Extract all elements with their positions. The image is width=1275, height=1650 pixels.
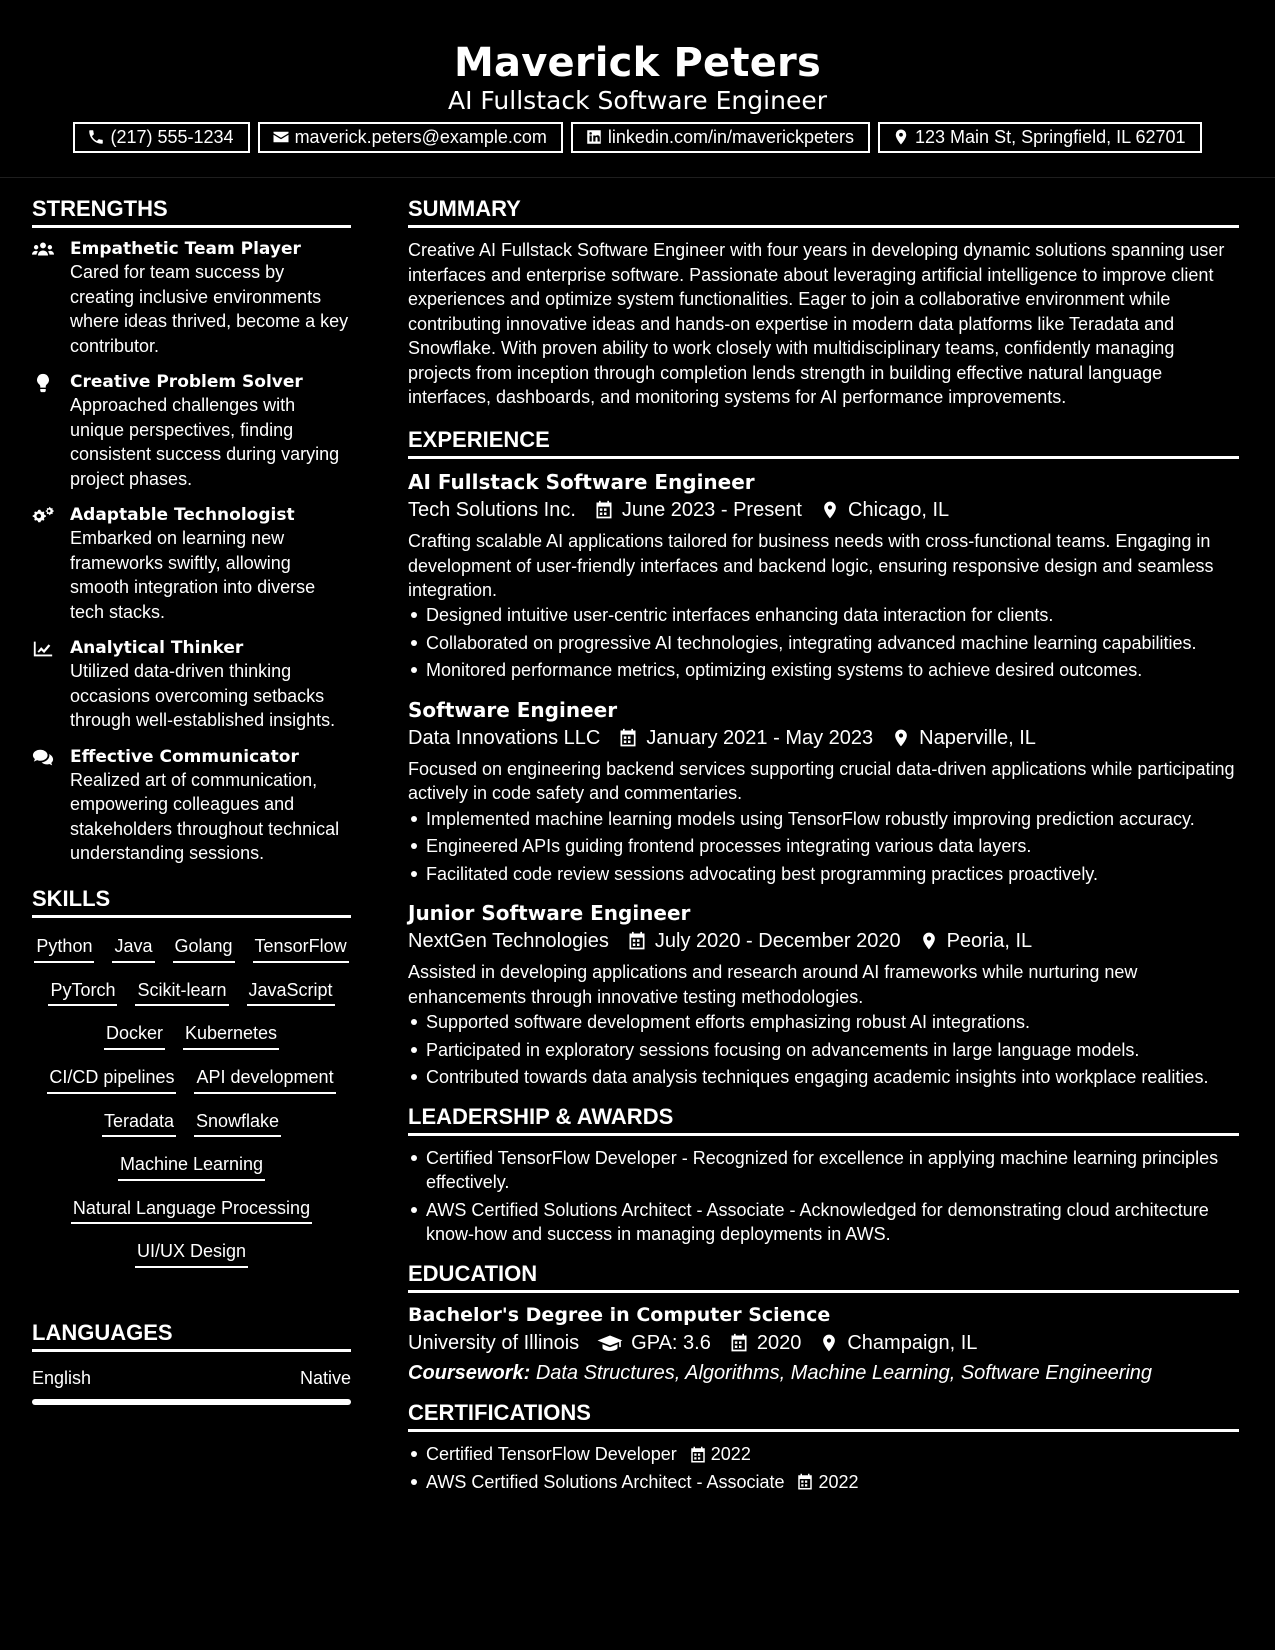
strength-title: Analytical Thinker (70, 638, 244, 659)
list-item: AWS Certified Solutions Architect - Associate - Acknowledged for demonstrating cloud architecture know-how and success in managing deployments in AWS. (408, 1198, 1239, 1247)
education-entry (408, 1303, 1239, 1388)
contact-linkedin[interactable] (571, 122, 870, 153)
languages-heading: LANGUAGES (32, 1320, 351, 1352)
job-desc: Crafting scalable AI applications tailored for business needs with cross-functional teams. Engaging in development of user-friendly interfaces and backend logic, ensuring responsive design and seamless integration. (408, 531, 1214, 600)
calendar-icon (729, 1333, 749, 1353)
job-bullets (408, 603, 1239, 682)
strength-title: Empathetic Team Player (70, 239, 301, 260)
users-icon (32, 240, 54, 260)
strength-desc: Realized art of communication, empowering colleagues and stakeholders throughout technical understanding sessions. (70, 769, 340, 864)
education-meta (408, 1328, 1239, 1358)
job-company: Data Innovations LLC (408, 726, 601, 749)
job-company: NextGen Technologies (408, 930, 609, 953)
job-title: Junior Software Engineer (408, 901, 691, 926)
job-meta (408, 723, 1239, 753)
degree-title: Bachelor's Degree in Computer Science (408, 1304, 831, 1327)
gpa: GPA: 3.6 (631, 1331, 711, 1354)
language-proficiency-bar (32, 1399, 351, 1405)
strength-desc: Embarked on learning new frameworks swiftly, allowing smooth integration into diverse tech stacks. (70, 528, 316, 622)
skill-tag: Scikit-learn (135, 980, 228, 1007)
job-title: AI Fullstack Software Engineer (408, 470, 755, 495)
contact-phone-text: (217) 555-1234 (110, 127, 234, 147)
calendar-icon (627, 931, 647, 951)
strength-item (32, 238, 351, 358)
skill-tag: TensorFlow (253, 936, 349, 963)
skill-tag: API development (194, 1067, 335, 1094)
job-desc: Focused on engineering backend services supporting crucial data-driven applications while participating actively in code safety and commentaries. (408, 758, 1235, 804)
graduation-cap-icon (597, 1333, 623, 1353)
cert-year: 2022 (710, 1444, 751, 1465)
strength-desc: Utilized data-driven thinking occasions overcoming setbacks through well-established insights. (70, 661, 336, 731)
summary-heading: SUMMARY (408, 196, 1239, 228)
contact-email[interactable] (258, 122, 563, 153)
skill-tag: Java (112, 936, 154, 963)
job-location: Naperville, IL (919, 726, 1036, 749)
job-dates: January 2021 - May 2023 (646, 726, 874, 749)
candidate-title: AI Fullstack Software Engineer (448, 86, 827, 115)
map-pin-icon (892, 128, 910, 146)
experience-heading: EXPERIENCE (408, 427, 1239, 459)
job-bullets (408, 1010, 1239, 1089)
job-location: Chicago, IL (848, 499, 950, 522)
list-item: Supported software development efforts emphasizing robust AI integrations. (408, 1010, 1239, 1034)
skill-tag: Machine Learning (118, 1154, 265, 1181)
contact-address-text: 123 Main St, Springfield, IL 62701 (915, 127, 1186, 147)
job-company: Tech Solutions Inc. (408, 499, 576, 522)
strength-title: Creative Problem Solver (70, 372, 303, 393)
strength-title: Effective Communicator (70, 746, 299, 767)
school-name: University of Illinois (408, 1331, 580, 1354)
school-location: Champaign, IL (847, 1331, 978, 1354)
summary-text: Creative AI Fullstack Software Engineer with four years in developing dynamic solutions spanning user interfaces and enterprise software. Passionate about leveraging artificial intelligence to improve client experiences and optimize system functionalities. Eager to join a collaborative environment while contributing innovative ideas and hands-on expertise in modern data platforms like Teradata and Snowflake. With proven ability to work closely with multidisciplinary teams, confidently managing projects from inception through completion lends strength in building effective natural language interfaces, dashboards, and monitoring systems for AI performance improvements. (408, 240, 1225, 408)
skill-tag: Golang (173, 936, 235, 963)
job-desc: Assisted in developing applications and research around AI frameworks while nurturing new enhancements through innovative testing methodologies. (408, 962, 1138, 1007)
calendar-icon (618, 728, 638, 748)
contact-email-text: maverick.peters@example.com (294, 127, 547, 147)
list-item: Certified TensorFlow Developer - Recognized for excellence in applying machine learning principles effectively. (408, 1146, 1239, 1195)
skill-tag: JavaScript (247, 980, 335, 1007)
map-pin-icon (919, 931, 939, 951)
list-item: Collaborated on progressive AI technologies, integrating advanced machine learning capabilities. (408, 631, 1239, 655)
map-pin-icon (819, 1333, 839, 1353)
phone-icon (87, 128, 105, 146)
job-location: Peoria, IL (946, 930, 1033, 953)
skills-heading: SKILLS (32, 886, 351, 918)
language-level: Native (299, 1368, 351, 1389)
education-heading: EDUCATION (408, 1261, 1239, 1293)
skills-list (32, 928, 351, 1280)
skill-tag: UI/UX Design (135, 1241, 248, 1268)
job-meta (408, 926, 1239, 956)
job-meta (408, 495, 1239, 525)
graduation-year: 2020 (756, 1331, 802, 1354)
lightbulb-icon (32, 373, 54, 393)
coursework-label: Coursework: (408, 1361, 531, 1384)
skill-tag: Kubernetes (183, 1023, 279, 1050)
skill-tag: Python (34, 936, 94, 963)
strength-desc: Cared for team success by creating inclusive environments where ideas thrived, become a key contributor. (70, 262, 349, 356)
strength-item (32, 637, 351, 733)
cert-name: Certified TensorFlow Developer (426, 1444, 677, 1465)
list-item (408, 1442, 1239, 1466)
skill-tag: CI/CD pipelines (47, 1067, 176, 1094)
list-item: Participated in exploratory sessions focusing on advancements in large language models. (408, 1038, 1239, 1062)
certifications-heading: CERTIFICATIONS (408, 1400, 1239, 1432)
job-bullets (408, 807, 1239, 886)
list-item: Engineered APIs guiding frontend processes integrating various data layers. (408, 834, 1239, 858)
left-column (32, 196, 351, 1405)
right-column (408, 196, 1239, 1497)
contact-bar (0, 122, 1275, 153)
cogs-icon (32, 506, 54, 526)
cert-name: AWS Certified Solutions Architect - Associate (426, 1471, 785, 1492)
strength-title: Adaptable Technologist (70, 505, 295, 526)
leadership-heading: LEADERSHIP & AWARDS (408, 1104, 1239, 1136)
list-item: Designed intuitive user-centric interfaces enhancing data interaction for clients. (408, 603, 1239, 627)
list-item (408, 1470, 1239, 1494)
certifications-list (408, 1442, 1239, 1494)
job-dates: July 2020 - December 2020 (654, 930, 901, 953)
skill-tag: Natural Language Processing (71, 1198, 312, 1225)
comments-icon (32, 748, 54, 768)
strength-item (32, 504, 351, 624)
coursework-list: Data Structures, Algorithms, Machine Learning, Software Engineering (535, 1361, 1153, 1384)
map-pin-icon (820, 500, 840, 520)
strength-desc: Approached challenges with unique perspectives, finding consistent success during varying project phases. (70, 395, 340, 489)
map-pin-icon (891, 728, 911, 748)
skill-tag: Teradata (102, 1111, 176, 1138)
skill-tag: Docker (104, 1023, 165, 1050)
cert-year: 2022 (818, 1471, 859, 1492)
calendar-icon (689, 1446, 707, 1464)
list-item: Facilitated code review sessions advocating best programming practices proactively. (408, 862, 1239, 886)
leadership-list (408, 1146, 1239, 1247)
job-title: Software Engineer (408, 697, 618, 722)
linkedin-icon (585, 128, 603, 146)
job-dates: June 2023 - Present (621, 499, 802, 522)
strength-item (32, 371, 351, 491)
list-item: Monitored performance metrics, optimizing existing systems to achieve desired outcomes. (408, 658, 1239, 682)
job-entry (408, 469, 1239, 683)
line-chart-icon (32, 639, 54, 659)
strengths-heading: STRENGTHS (32, 196, 351, 228)
language-name: English (32, 1368, 92, 1389)
contact-address[interactable] (878, 122, 1202, 153)
calendar-icon (594, 500, 614, 520)
list-item: Contributed towards data analysis techniques engaging academic insights into workplace realities. (408, 1065, 1239, 1089)
envelope-icon (272, 128, 290, 146)
contact-phone[interactable] (73, 122, 249, 153)
job-entry (408, 900, 1239, 1089)
resume-header (0, 0, 1275, 178)
language-row (32, 1366, 351, 1390)
candidate-name: Maverick Peters (454, 40, 821, 86)
skill-tag: PyTorch (48, 980, 117, 1007)
contact-linkedin-text: linkedin.com/in/maverickpeters (607, 127, 855, 147)
job-entry (408, 697, 1239, 886)
skill-tag: Snowflake (194, 1111, 281, 1138)
list-item: Implemented machine learning models using TensorFlow robustly improving prediction accuracy. (408, 807, 1239, 831)
coursework (408, 1358, 1239, 1388)
strength-item (32, 746, 351, 866)
calendar-icon (796, 1473, 814, 1491)
